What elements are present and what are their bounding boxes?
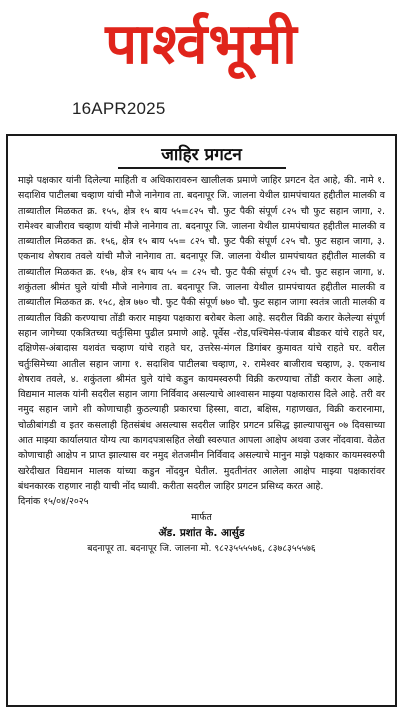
public-notice-box: [6, 134, 397, 707]
advocate-address: बदनापूर ता. बदनापूर जि. जालना मो. ९८२३५५५५७६, ८३७८३५५५७६: [87, 543, 316, 555]
signature-block: [18, 511, 385, 556]
masthead: [0, 0, 403, 88]
issue-date: 16APR2025: [72, 99, 166, 118]
newspaper-logo: पार्श्वभूमी: [105, 12, 298, 77]
signature-label: मार्फत: [191, 512, 212, 524]
advocate-name: ॲड. प्रशांत के. आर्सुड: [158, 527, 245, 540]
notice-body: [18, 173, 385, 494]
notice-date: दिनांक १५/०४/२०२५: [18, 496, 89, 508]
notice-heading: जाहिर प्रगटन: [118, 144, 286, 169]
notice-body-text: माझे पक्षकार यांनी दिलेल्या माहिती व अधिकारावरुन खालीलक प्रमाणे जाहिर प्रगटन देत आहे, की. नामे १. सदाशिव पाटीलबा चव्हाण यांची मौजे नानेगाव ता. बदनापूर जि. जालना येथील ग्रामपंचायत हद्दीतील मालकी व ताब्यातील मिळकत क्र. १५५, क्षेत्र १५ बाय ५५=८२५ चौ. फुट पैकी संपूर्ण ८२५ चौ फुट सहान जागा, २. रामेश्वर बाजीराव चव्हाण यांची मौजे नानेगाव ता. बदनापूर जि. जालना येथील ग्रामपंचायत हद्दीतील मालकी व ताब्यातील मिळकत क्र. १५६, क्षेत्र १५ बाय ५५= ८२५ चौ. फुट पैकी संपूर्ण ८२५ चौ. फुट सहान जागा, ३. एकनाथ शेषराव तवले यांची मौजे नानेगाव ता. बदनापूर जि. जालना येथील ग्रामपंचायत हद्दीतील मालकी व ताब्यातील मिळकत क्र. १५७, क्षेत्र १५ बाय ५५ = ८२५ चौ. फुट पैकी संपूर्ण ८२५ चौ. फुट सहान जागा, ४. शकुंतला श्रीमंत घुले यांची मौजे नानेगाव ता. बदनापूर जि. जालना येथील ग्रामपंचायत हद्दीतील मालकी व ताब्यातील मिळकत क्र. १५८, क्षेत्र ७७० चौ. फुट पैकी संपूर्ण ७७० चौ. फुट सहान जागा स्वतंत्र जाती मालकी व ताब्यातील विक्री करण्याचा तोंडी करार माझ्या पक्षकारा बरोबर केला आहे. सदरील विक्री करार केलेल्या संपूर्ण सहान जागेच्या एकत्रितच्या चर्तुःसिमा पुढील प्रमाणे आहे. पूर्वेस -रोड,पश्चिमेस-पंजाब बीडकर यांचे राहते घर, दक्षिणेस-अंबादास यशवंत चव्हाण यांचे राहते घर, उत्तरेस-मंगल डिगांबर कुमावत यांचे राहते घर. वरील चर्तुःसिमेच्या आतील सहान जागा १. सदाशिव पाटीलबा चव्हाण, २. रामेश्वर बाजीराव चव्हाण, ३. एकनाथ शेषराव तवले, ४. शकुंतला श्रीमंत घुले यांचे कडुन कायमस्वरुपी विक्री करण्याचा तोंडी करार केला आहे. विद्यमान मालक यांनी सदरील सहान जागा निर्विवाद असल्याचे आश्वासन माझ्या पक्षकारास दिले आहे. तरी वर नमुद सहान जागे शी कोणाचाही कुठल्याही प्रकारचा हिस्सा, वाटा, बक्षिस, गहाणखत, विक्री करारनामा, चोळीबांगडी व इतर कसलाही हितसंबंध असल्यास सदरील जाहिर प्रगटन प्रसिद्ध झाल्यापासुन ०७ दिवसाच्या आत माझ्या कार्यालयात योग्य त्या कागदपत्रासहित लेखी स्वरुपात आपला आक्षेप अथवा उजर नोंदवावा. वेळेत कोणाचाही आक्षेप न प्राप्त झाल्यास वर नमुद शेतजमीन निर्विवाद असल्याचे मानुन माझे पक्षकार कायमस्वरुपी खरेदीखत विद्यमान मालक यांच्या कडुन नोंदवुन घेतील. मुदतीनंतर आलेला आक्षेप माझ्या पक्षकारांवर बंधनकारक राहणार नाही याची नोंद घ्यावी. करीता सदरील जाहिर प्रगटन प्रसिध्द करत आहे.: [18, 175, 385, 492]
